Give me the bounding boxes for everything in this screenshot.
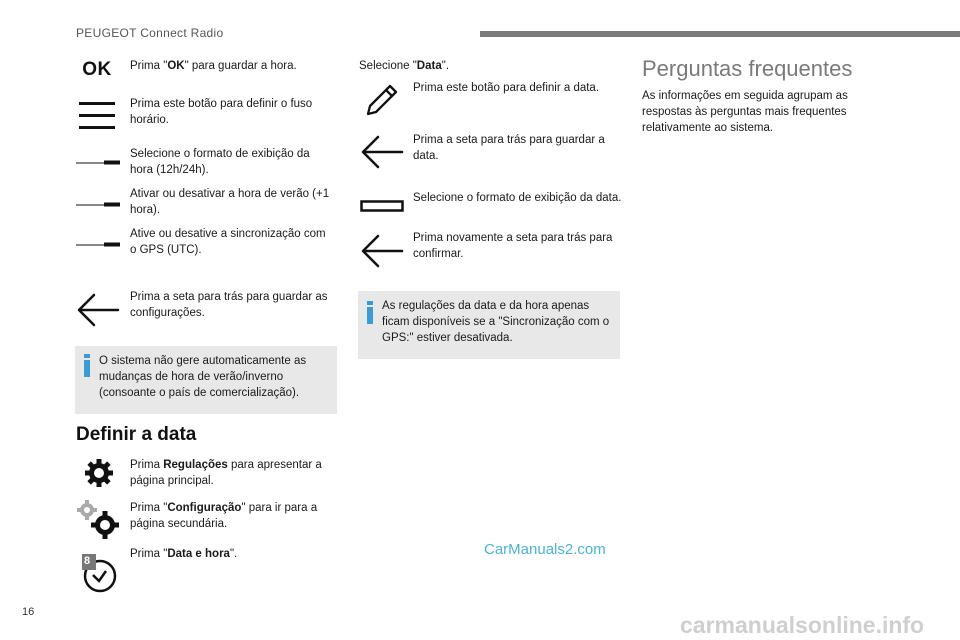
select-date-text: Selecione "Data".: [359, 60, 450, 72]
step-date-time-text: Prima "Data e hora".: [130, 548, 238, 560]
watermark-carmanualsonline: carmanualsonline.info: [680, 612, 925, 638]
header-bar: [480, 31, 960, 37]
menu-icon: [79, 100, 115, 137]
info-text: As regulações da data e da hora apenas ficam disponíveis se a "Sincronização com o GPS:" estiver desativada.: [382, 300, 610, 344]
faq-intro-text: As informações em seguida agrupam as respostas às perguntas mais frequentes relativamente ao sistema.: [642, 90, 848, 134]
toggle-icon: [76, 196, 120, 214]
step-ok-text: Prima "OK" para guardar a hora.: [130, 60, 297, 72]
step-date-save-text: Prima a seta para trás para guardar a data.: [413, 134, 605, 162]
ok-icon: OK: [82, 59, 112, 80]
step-back-text: Prima a seta para trás para guardar as configurações.: [130, 291, 328, 319]
settings-secondary-icon: [76, 500, 120, 547]
step-configuration-text: Prima "Configuração" para ir para a página secundária.: [130, 502, 318, 530]
info-box: [75, 346, 337, 414]
step-gps-text: Ative ou desative a sincronização com o GPS (UTC).: [130, 228, 326, 256]
settings-icon: [84, 458, 114, 493]
pencil-icon: [364, 82, 400, 123]
page-number: 16: [22, 606, 35, 618]
faq-title: Perguntas frequentes: [642, 56, 853, 81]
step-date-format-text: Selecione o formato de exibição da data.: [413, 192, 622, 204]
step-format-text: Selecione o formato de exibição da hora (12h/24h).: [130, 148, 310, 176]
toggle-icon: [76, 154, 120, 172]
step-timezone-text: Prima este botão para definir o fuso horário.: [130, 98, 313, 126]
header-title: PEUGEOT Connect Radio: [76, 26, 224, 40]
info-icon: [367, 301, 373, 324]
badge-number: 8: [84, 555, 91, 567]
back-arrow-icon: [360, 134, 404, 175]
toggle-icon: [76, 236, 120, 254]
section-title: Definir a data: [76, 424, 197, 445]
step-regulations-text: Prima Regulações para apresentar a página principal.: [130, 459, 322, 487]
info-icon: [84, 354, 90, 377]
back-arrow-icon: [360, 233, 404, 274]
step-dst-text: Ativar ou desativar a hora de verão (+1 hora).: [130, 188, 330, 216]
info-text: O sistema não gere automaticamente as mudanças de hora de verão/inverno (consoante o país de comercialização).: [99, 355, 307, 399]
watermark-carmanuals2: CarManuals2.com: [484, 541, 606, 558]
step-date-confirm-text: Prima novamente a seta para trás para confirmar.: [413, 232, 613, 260]
format-bar-icon: [360, 199, 404, 217]
step-date-edit-text: Prima este botão para definir a data.: [413, 82, 600, 94]
back-arrow-icon: [76, 292, 120, 333]
info-box: [358, 291, 620, 359]
clock-icon: [80, 552, 120, 594]
